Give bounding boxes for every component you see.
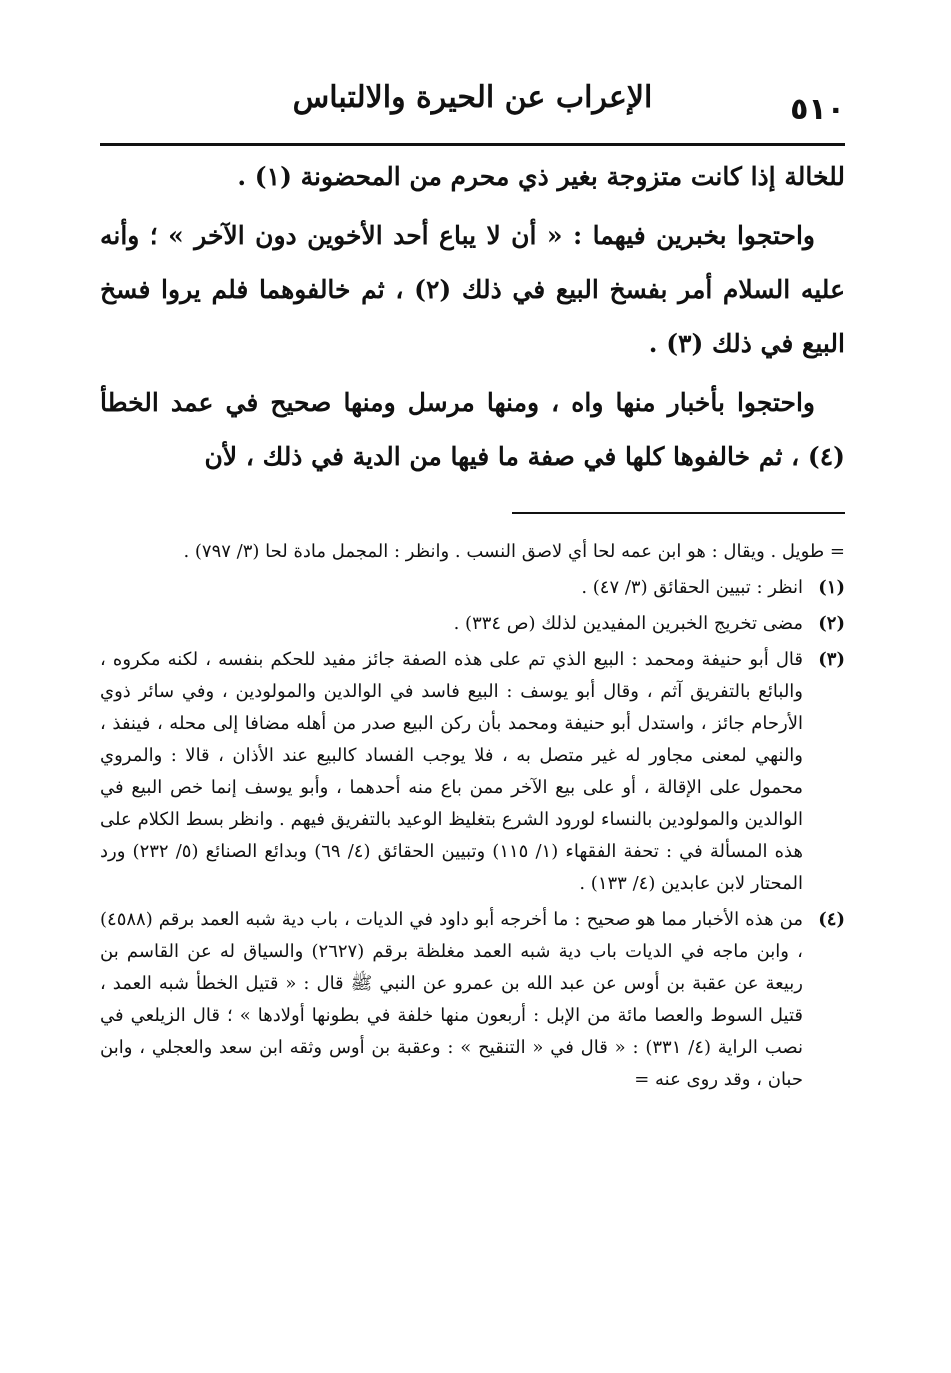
footnote-continuation: = طويل . ويقال : هو ابن عمه لحا أي لاصق النسب . وانظر : المجمل مادة لحا (٣/ ٧٩٧) . — [183, 541, 845, 562]
footnotes — [100, 536, 845, 1100]
paragraph: واحتجوا بأخبار منها واه ، ومنها مرسل ومنها صحيح في عمد الخطأ (٤) ، ثم خالفوها كلها في صفة ما فيها من الدية في ذلك ، لأن — [100, 388, 845, 471]
footnote-text: مضى تخريج الخبرين المفيدين لذلك (ص ٣٣٤) . — [453, 613, 803, 634]
header-rule — [100, 143, 845, 146]
paragraph: واحتجوا بخبرين فيهما : « أن لا يباع أحد الأخوين دون الآخر » ؛ وأنه عليه السلام أمر بفسخ البيع في ذلك (٢) ، ثم خالفوهما فلم يروا فسخ البيع في ذلك (٣) . — [100, 221, 845, 358]
running-title: الإعراب عن الحيرة والالتباس — [292, 80, 653, 115]
paragraph: للخالة إذا كانت متزوجة بغير ذي محرم من المحضونة (١) . — [237, 162, 845, 191]
footnote-separator — [512, 512, 845, 514]
footnote-text: انظر : تبيين الحقائق (٣/ ٤٧) . — [581, 577, 803, 598]
footnote-text: من هذه الأخبار مما هو صحيح : ما أخرجه أبو داود في الديات ، باب دية شبه العمد برقم (٤٥٨٨) ، وابن ماجه في الديات باب دية شبه العمد مغلظة برقم (٢٦٢٧) والسياق له عن القاسم بن ربيعة عن عقبة بن أوس عن عبد الله بن عمرو عن النبي ﷺ قال : « قتيل الخطأ شبه العمد ، قتيل السوط والعصا مائة من الإبل : أربعون منها خلفة في بطونها أولادها » ؛ قال الزيلعي في نصب الراية (٤/ ٣٣١) : « قال في « التنقيح » : وعقبة بن أوس وثقه ابن سعد والعجلي ، وابن حبان ، وقد روى عنه = — [100, 909, 803, 1090]
footnote — [100, 608, 845, 640]
footnote-number: (٤) — [818, 909, 845, 930]
main-text — [100, 150, 845, 489]
page-number: ٥١٠ — [790, 92, 845, 127]
footnote — [100, 904, 845, 1096]
footnote — [100, 644, 845, 900]
footnote-number: (٢) — [818, 613, 845, 634]
footnote-number: (١) — [818, 577, 845, 598]
footnote-text: قال أبو حنيفة ومحمد : البيع الذي تم على هذه الصفة جائز مفيد للحكم بنفسه ، لكنه مكروه ، والبائع بالتفريق آثم ، وقال أبو يوسف : البيع فاسد في الوالدين والمولودين ، وفي سائر ذوي الأرحام جائز ، واستدل أبو حنيفة ومحمد بأن ركن البيع صدر من أهله مضافا إلى محله ، فينفذ ، والنهي لمعنى مجاور له غير متصل به ، فلا يوجب الفساد كالبيع عند الأذان ، قالا : والمروي محمول على الإقالة ، أو على بيع الآخر ممن باع منه أحدهما ، وأبو يوسف إنما خص البيع في الوالدين والمولودين بالنساء لورود الشرع بتغليظ الوعيد بالتفريق فيهم . وانظر بسط الكلام على هذه المسألة في : تحفة الفقهاء (١/ ١١٥) وتبيين الحقائق (٤/ ٦٩) وبدائع الصنائع (٥/ ٢٣٢) ورد المحتار لابن عابدين (٤/ ١٣٣) . — [100, 649, 803, 894]
footnote-number: (٣) — [818, 649, 845, 670]
page-header — [100, 74, 845, 130]
footnote — [100, 572, 845, 604]
